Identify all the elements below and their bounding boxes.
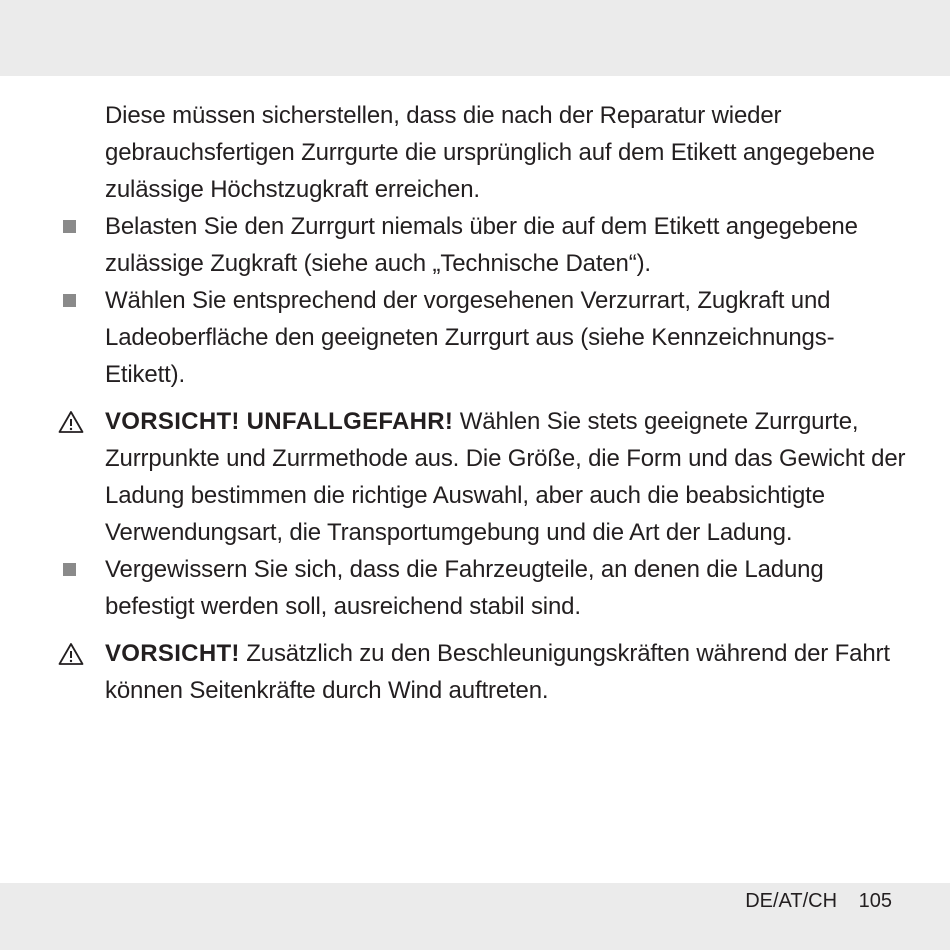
bullet-item — [0, 208, 950, 282]
square-bullet-icon — [63, 294, 76, 307]
bullet-text: Belasten Sie den Zurrgurt niemals über die auf dem Etikett angegebene zulässige Zugkraft (siehe auch „Technische Daten“). — [105, 213, 858, 277]
bullet-text: Vergewissern Sie sich, dass die Fahrzeugteile, an denen die Ladung befestigt werden soll, ausreichend stabil sind. — [105, 556, 824, 620]
warning-label: VORSICHT! — [105, 640, 240, 667]
page-number: 105 — [858, 890, 892, 912]
warning-text: Zusätzlich zu den Beschleunigungskräften während der Fahrt können Seitenkräfte durch Wind auftreten. — [105, 640, 890, 704]
bullet-item — [0, 551, 950, 625]
bullet-text: Wählen Sie entsprechend der vorgesehenen Verzurrart, Zugkraft und Ladeoberfläche den geeigneten Zurrgurt aus (siehe Kennzeichnungs-Etikett). — [105, 287, 835, 388]
square-bullet-icon — [63, 563, 76, 576]
warning-text: Wählen Sie stets geeignete Zurrgurte, Zurrpunkte und Zurrmethode aus. Die Größe, die Form und das Gewicht der Ladung bestimmen die richtige Auswahl, aber auch die beabsichtigte Verwendungsart, die Transportumgebung und die Art der Ladung. — [105, 408, 906, 546]
manual-page-content — [0, 97, 950, 709]
continuation-paragraph — [0, 97, 950, 208]
footer-region: DE/AT/CH — [745, 890, 838, 912]
warning-triangle-icon — [58, 410, 84, 434]
header-band — [0, 0, 950, 76]
warning-label: VORSICHT! UNFALLGEFAHR! — [105, 408, 454, 435]
warning-triangle-icon — [58, 642, 84, 666]
square-bullet-icon — [63, 220, 76, 233]
warning-block-accident — [0, 403, 950, 551]
paragraph-text: Diese müssen sicherstellen, dass die nach der Reparatur wieder gebrauchsfertigen Zurrgurte die ursprünglich auf dem Etikett angegebene zulässige Höchstzugkraft erreichen. — [105, 102, 875, 203]
bullet-item — [0, 282, 950, 393]
page-footer — [745, 888, 892, 914]
warning-block-wind — [0, 635, 950, 709]
